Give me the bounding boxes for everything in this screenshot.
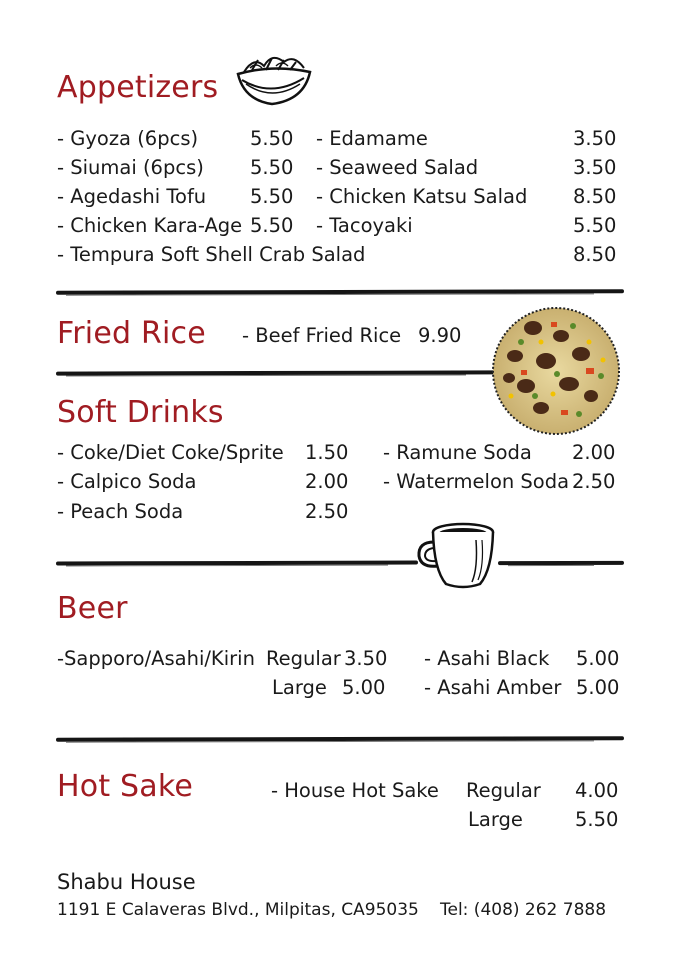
beer-name: - Asahi Black	[424, 647, 550, 670]
sake-name: - House Hot Sake	[271, 779, 439, 802]
appetizer-name: - Siumai (6pcs)	[57, 156, 204, 179]
section-divider	[56, 370, 496, 375]
section-divider	[56, 289, 624, 294]
fried-rice-name: - Beef Fried Rice	[242, 324, 402, 347]
drink-price: 2.50	[305, 500, 349, 523]
drink-name: - Ramune Soda	[383, 441, 532, 464]
drink-name: - Calpico Soda	[57, 470, 197, 493]
fried-rice-heading: Fried Rice	[57, 316, 206, 351]
appetizer-price: 8.50	[573, 185, 617, 208]
drink-name: - Coke/Diet Coke/Sprite	[57, 441, 284, 464]
appetizer-price: 5.50	[250, 156, 294, 179]
appetizer-price: 5.50	[250, 214, 294, 237]
fried-rice-photo	[491, 306, 621, 436]
restaurant-phone: Tel: (408) 262 7888	[440, 900, 607, 920]
appetizer-name: - Chicken Kara-Age	[57, 214, 243, 237]
beer-price: 5.00	[576, 647, 620, 670]
sake-price: 5.50	[575, 808, 619, 831]
bowl-icon	[232, 48, 314, 106]
beer-size-label: Large	[272, 676, 327, 699]
fried-rice-price: 9.90	[418, 324, 462, 347]
beer-price: 5.00	[342, 676, 386, 699]
section-divider	[56, 736, 624, 741]
appetizer-name: - Edamame	[316, 127, 428, 150]
beer-heading: Beer	[57, 591, 128, 626]
drink-name: - Peach Soda	[57, 500, 184, 523]
appetizers-heading: Appetizers	[57, 70, 219, 105]
beer-price: 3.50	[344, 647, 388, 670]
drink-price: 2.00	[305, 470, 349, 493]
beer-name: - Asahi Amber	[424, 676, 562, 699]
sake-size-label: Large	[468, 808, 523, 831]
drink-price: 2.00	[572, 441, 616, 464]
drink-price: 1.50	[305, 441, 349, 464]
soft-drinks-heading: Soft Drinks	[57, 395, 224, 430]
section-divider	[498, 561, 624, 565]
sake-size-label: Regular	[466, 779, 541, 802]
drink-name: - Watermelon Soda	[383, 470, 570, 493]
drink-price: 2.50	[572, 470, 616, 493]
appetizer-price: 5.50	[250, 185, 294, 208]
restaurant-name: Shabu House	[57, 870, 196, 894]
coffee-cup-icon	[416, 520, 500, 590]
sake-price: 4.00	[575, 779, 619, 802]
beer-name: -Sapporo/Asahi/Kirin	[57, 647, 255, 670]
appetizer-name: - Agedashi Tofu	[57, 185, 207, 208]
appetizer-name: - Seaweed Salad	[316, 156, 479, 179]
appetizer-name: - Tacoyaki	[316, 214, 413, 237]
hot-sake-heading: Hot Sake	[57, 769, 193, 804]
appetizer-name: - Gyoza (6pcs)	[57, 127, 199, 150]
appetizer-price: 3.50	[573, 156, 617, 179]
beer-price: 5.00	[576, 676, 620, 699]
beer-size-label: Regular	[266, 647, 341, 670]
appetizer-price: 5.50	[573, 214, 617, 237]
section-divider	[56, 561, 418, 566]
appetizer-price: 3.50	[573, 127, 617, 150]
restaurant-address: 1191 E Calaveras Blvd., Milpitas, CA95035	[57, 900, 419, 920]
appetizer-price: 8.50	[573, 243, 617, 266]
appetizer-name: - Tempura Soft Shell Crab Salad	[57, 243, 366, 266]
appetizer-name: - Chicken Katsu Salad	[316, 185, 528, 208]
appetizer-price: 5.50	[250, 127, 294, 150]
